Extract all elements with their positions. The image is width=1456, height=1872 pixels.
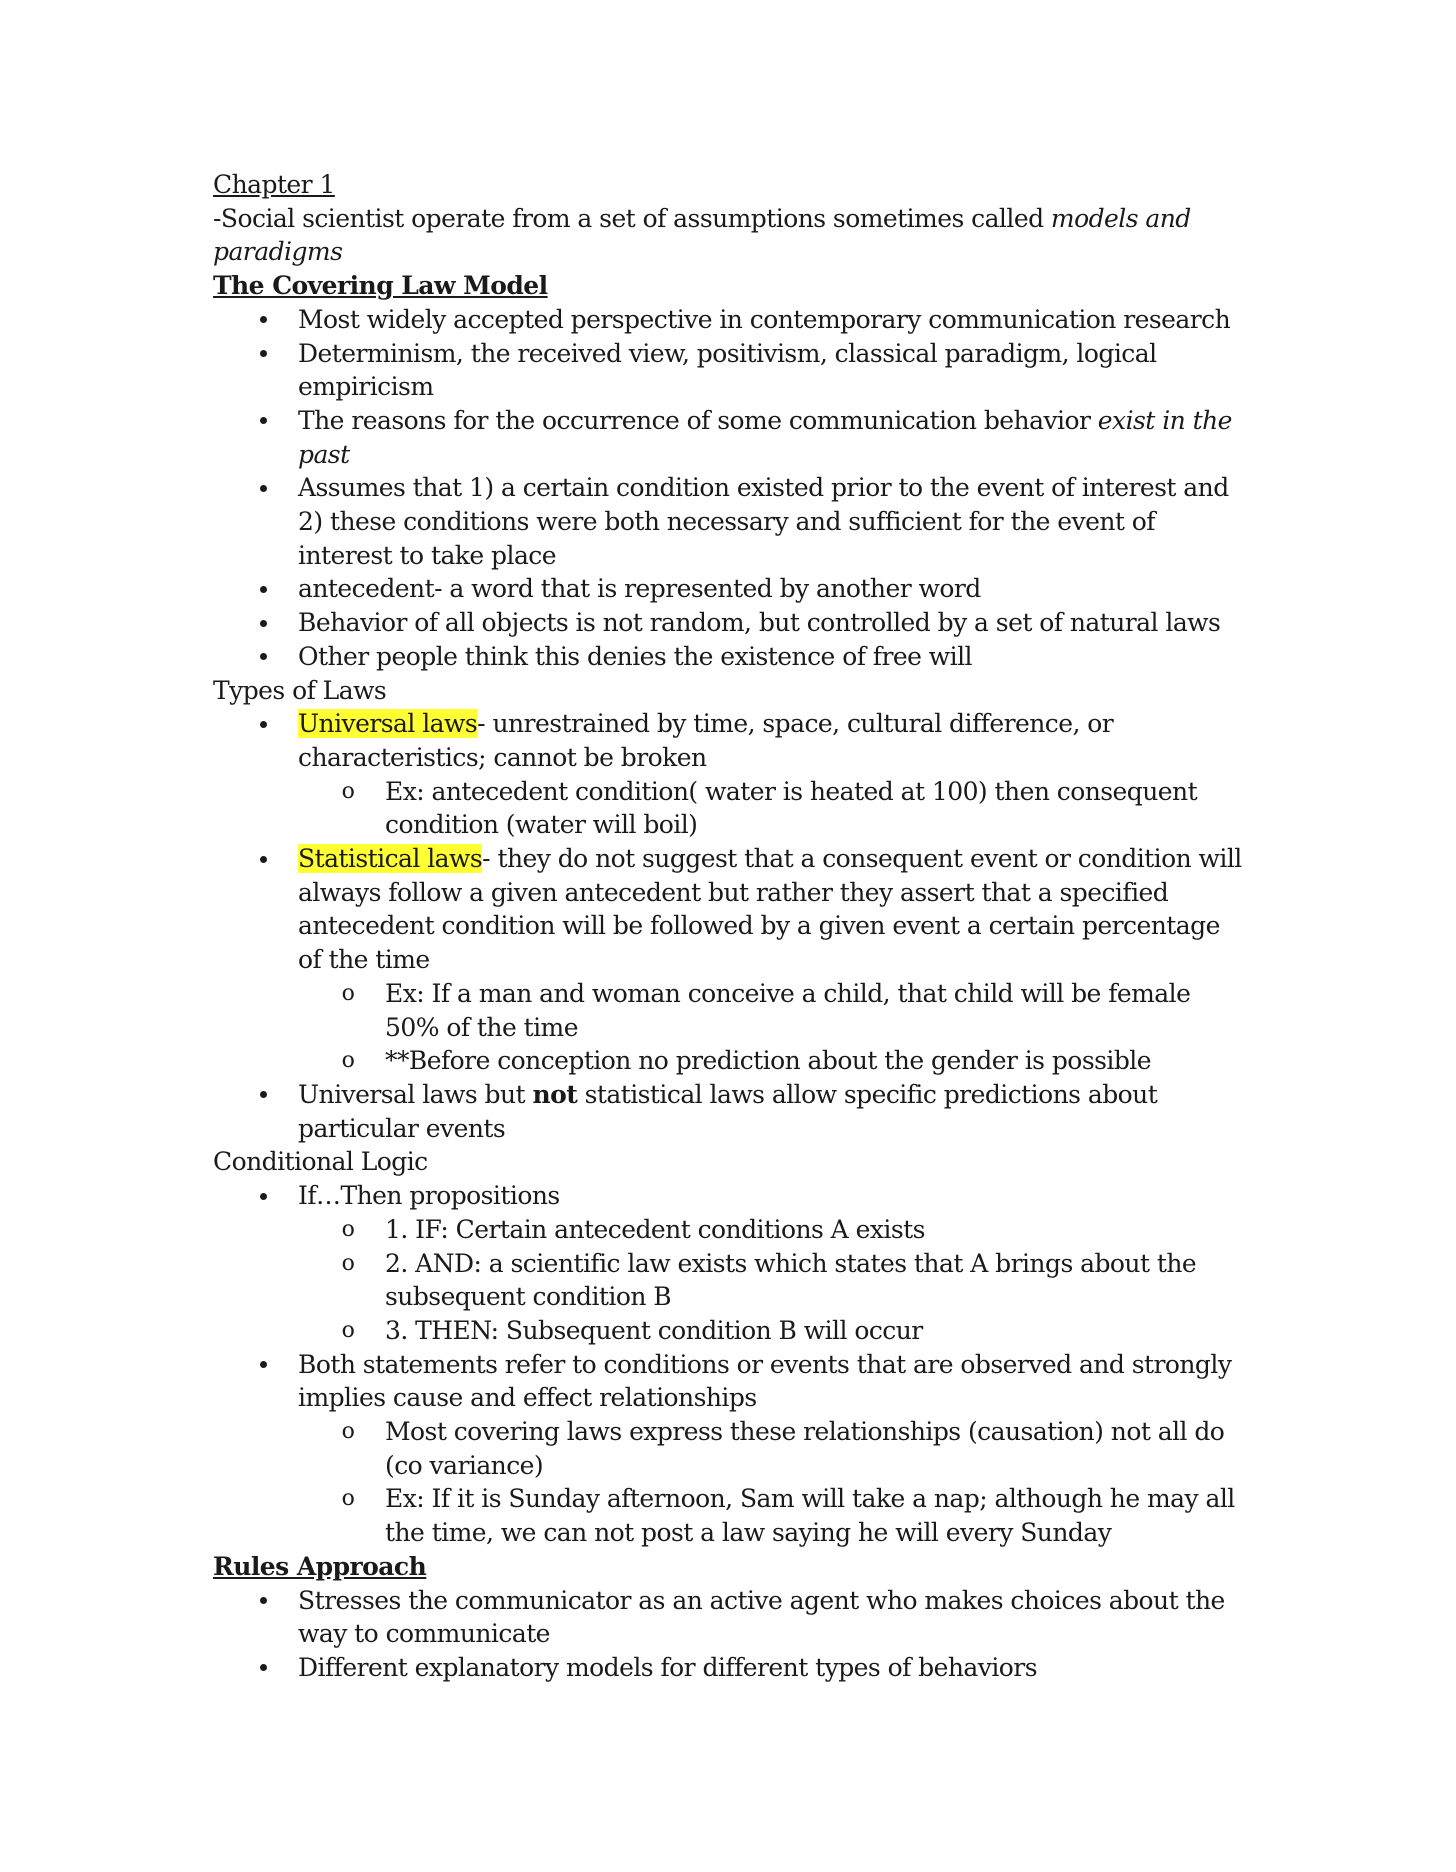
list-item-text-part: - they do not suggest that a consequent event or condition will	[482, 844, 1242, 874]
sub-bullet-icon: o	[341, 1419, 355, 1445]
list-item	[213, 640, 1293, 674]
list-item-text: 3. THEN: Subsequent condition B will occur	[385, 1315, 923, 1345]
bullet-icon	[256, 1348, 270, 1382]
bullet-icon	[256, 471, 270, 505]
sub-list-item	[213, 775, 1293, 842]
bullet-icon	[256, 1584, 270, 1618]
sub-list-item	[213, 1314, 1293, 1348]
list-item-text: **Before conception no prediction about the gender is possible	[385, 1046, 1151, 1076]
list-item-text: Different explanatory models for different types of behaviors	[298, 1652, 1037, 1682]
list-item-text: Stresses the communicator as an active agent who makes choices about the	[298, 1585, 1225, 1615]
list-item-text: If…Then propositions	[298, 1181, 560, 1211]
list-item-text: interest to take place	[298, 540, 556, 570]
list-item-text: always follow a given antecedent but rather they assert that a specified	[298, 877, 1169, 907]
list-item-text-part: The reasons for the occurrence of some communication behavior	[298, 405, 1098, 435]
list-item-italic: exist in the	[1097, 405, 1232, 435]
list-item-text: 2) these conditions were both necessary and sufficient for the event of	[298, 507, 1155, 537]
list-item-text: Ex: antecedent condition( water is heated at 100) then consequent	[385, 776, 1198, 806]
list-item-text: implies cause and effect relationships	[298, 1383, 757, 1413]
list-item	[213, 337, 1293, 404]
list-item-text: way to communicate	[298, 1619, 550, 1649]
list-item-text: Other people think this denies the existence of free will	[298, 641, 972, 671]
list-item-text: Assumes that 1) a certain condition existed prior to the event of interest and	[298, 473, 1229, 503]
bullet-icon	[256, 404, 270, 438]
bullet-icon	[256, 572, 270, 606]
sub-list-item	[213, 1044, 1293, 1078]
list-item	[213, 1078, 1293, 1145]
list-item	[213, 1651, 1293, 1685]
list-item-text: condition (water will boil)	[385, 810, 698, 840]
sub-list-item	[213, 1482, 1293, 1549]
list-item-text-part: statistical laws allow specific predictions about	[577, 1079, 1158, 1109]
sub-list-item	[213, 1213, 1293, 1247]
list-item	[213, 404, 1293, 471]
section-heading-covering-law: The Covering Law Model	[213, 271, 548, 301]
sub-bullet-icon: o	[341, 1250, 355, 1276]
list-item-text: antecedent condition will be followed by a given event a certain percentage	[298, 911, 1220, 941]
list-item-text: 50% of the time	[385, 1012, 578, 1042]
list-item-text: the time, we can not post a law saying he will every Sunday	[385, 1518, 1112, 1548]
bullet-icon	[256, 303, 270, 337]
section-heading-types-of-laws: Types of Laws	[213, 675, 387, 705]
intro-italic: models and	[1050, 203, 1191, 233]
highlighted-term: Universal laws	[298, 709, 478, 739]
list-item-text: Behavior of all objects is not random, but controlled by a set of natural laws	[298, 608, 1221, 638]
list-item	[213, 572, 1293, 606]
list-item-text	[298, 707, 1293, 741]
list-item	[213, 1584, 1293, 1651]
bullet-icon	[256, 606, 270, 640]
list-item-italic: past	[298, 439, 350, 469]
list-item-text: characteristics; cannot be broken	[298, 742, 707, 772]
bullet-icon	[256, 337, 270, 371]
sub-bullet-icon: o	[341, 1048, 355, 1074]
list-item-text: Ex: If it is Sunday afternoon, Sam will take a nap; although he may all	[385, 1484, 1235, 1514]
list-item-text: Most widely accepted perspective in contemporary communication research	[298, 304, 1231, 334]
list-item	[213, 1179, 1293, 1213]
list-item-text: antecedent- a word that is represented by another word	[298, 574, 981, 604]
bullet-icon	[256, 842, 270, 876]
sub-list-item	[213, 1415, 1293, 1482]
document-page	[213, 168, 1293, 1685]
list-item	[213, 303, 1293, 337]
bullet-icon	[256, 707, 270, 741]
list-item-text: 1. IF: Certain antecedent conditions A exists	[385, 1214, 925, 1244]
list-item-text	[298, 842, 1293, 876]
chapter-title: Chapter 1	[213, 170, 335, 199]
list-item-text: empiricism	[298, 372, 434, 402]
list-item-text	[298, 404, 1293, 438]
sub-bullet-icon: o	[341, 778, 355, 804]
intro-paragraph	[213, 202, 1293, 236]
list-item-text: Ex: If a man and woman conceive a child, that child will be female	[385, 978, 1191, 1008]
list-item-text-part: Universal laws but	[298, 1079, 533, 1109]
section-heading-conditional-logic: Conditional Logic	[213, 1147, 428, 1177]
bullet-icon	[256, 1078, 270, 1112]
list-item	[213, 707, 1293, 774]
list-item-text: Both statements refer to conditions or events that are observed and strongly	[298, 1349, 1232, 1379]
list-item-text: 2. AND: a scientific law exists which states that A brings about the	[385, 1248, 1197, 1278]
highlighted-term: Statistical laws	[298, 844, 483, 874]
bullet-icon	[256, 640, 270, 674]
list-item	[213, 606, 1293, 640]
intro-text: -Social scientist operate from a set of assumptions sometimes called	[213, 203, 1051, 233]
bullet-icon	[256, 1179, 270, 1213]
bullet-icon	[256, 1651, 270, 1685]
list-item-text: Most covering laws express these relationships (causation) not all do	[385, 1417, 1225, 1447]
list-item-bold: not	[532, 1079, 578, 1109]
list-item-text: subsequent condition B	[385, 1282, 672, 1312]
list-item-text: (co variance)	[385, 1450, 544, 1480]
sub-bullet-icon: o	[341, 980, 355, 1006]
intro-paragraph-cont: paradigms	[213, 237, 343, 267]
sub-bullet-icon: o	[341, 1317, 355, 1343]
list-item-text: particular events	[298, 1113, 506, 1143]
list-item-text: of the time	[298, 945, 430, 975]
sub-bullet-icon: o	[341, 1216, 355, 1242]
list-item-text: Determinism, the received view, positivism, classical paradigm, logical	[298, 338, 1157, 368]
list-item-text	[298, 1078, 1293, 1112]
list-item-text-part: - unrestrained by time, space, cultural difference, or	[477, 709, 1114, 739]
section-heading-rules-approach: Rules Approach	[213, 1551, 427, 1581]
sub-list-item	[213, 1247, 1293, 1314]
list-item	[213, 842, 1293, 977]
sub-list-item	[213, 977, 1293, 1044]
list-item	[213, 471, 1293, 572]
sub-bullet-icon: o	[341, 1486, 355, 1512]
list-item	[213, 1348, 1293, 1415]
